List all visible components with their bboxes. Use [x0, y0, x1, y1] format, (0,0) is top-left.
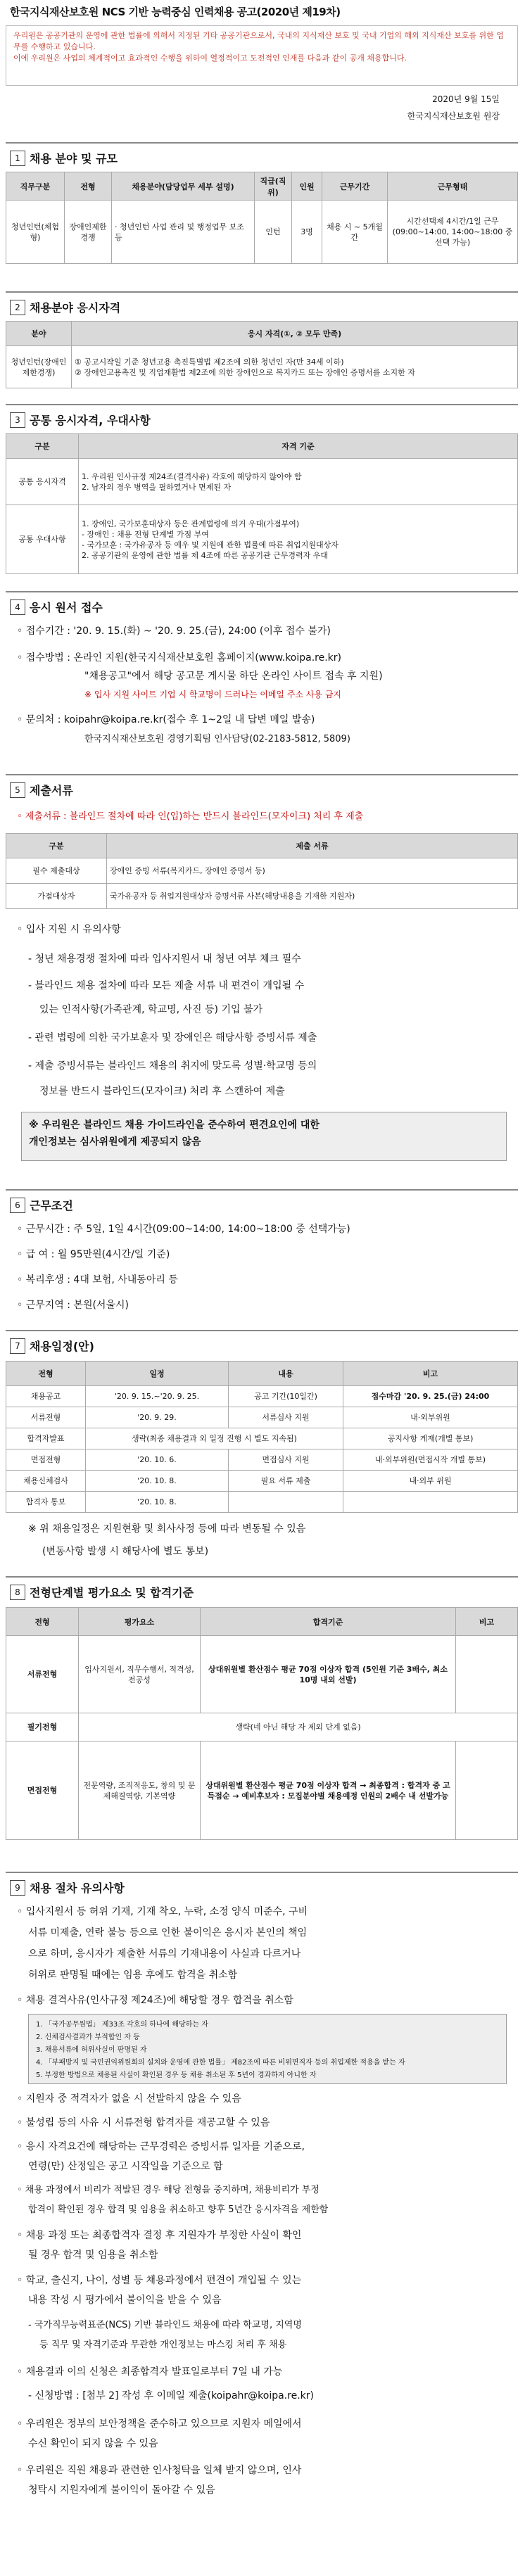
intro-box — [6, 25, 518, 86]
common-qual-table — [6, 433, 518, 574]
col-header: 제출 서류 — [107, 834, 518, 858]
notice-line: ◦ 입사 지원 시 유의사항 — [17, 924, 121, 935]
disqualification-box — [28, 2014, 507, 2084]
section-title: 응시 원서 접수 — [30, 601, 103, 614]
table-cell: 가점대상자 — [6, 884, 107, 909]
criteria-table — [6, 1607, 518, 1840]
section-4-header — [6, 591, 518, 614]
caution-line: ◦ 불성립 등의 사유 시 서류전형 합격자를 재공고할 수 있음 — [17, 2117, 270, 2128]
table-cell: 공통 응시자격 — [6, 459, 79, 505]
table-cell: 인턴 — [255, 201, 292, 264]
table-cell: 상대위원별 환산점수 평균 70점 이상자 합격 (5인원 기준 3배수, 최소 10명 내외 선발) — [201, 1636, 456, 1713]
warning-line: 개인정보는 심사위원에게 제공되지 않음 — [29, 1136, 201, 1148]
table-cell: 합격자발표 — [6, 1428, 86, 1449]
col-header: 평가요소 — [79, 1608, 201, 1636]
qual-line: 1. 우리원 인사규정 제24조(결격사유) 각호에 해당하지 않아야 함 — [82, 471, 302, 481]
section-number: 4 — [10, 599, 25, 615]
table-cell: 공고 기간(10일간) — [229, 1386, 343, 1407]
table-cell: 국가유공자 등 취업지원대상자 증명서류 사본(해당내용을 기재한 지원자) — [107, 884, 518, 909]
col-header: 일정 — [86, 1362, 229, 1386]
table-cell: 서류심사 지원 — [229, 1407, 343, 1428]
col-header: 분야 — [6, 322, 72, 346]
col-header: 전형 — [6, 1608, 79, 1636]
section-number: 7 — [10, 1338, 25, 1354]
table-cell: 필수 제출대상 — [6, 858, 107, 884]
caution-line: 허위로 판명될 때에는 임용 후에도 합격을 취소함 — [28, 1969, 238, 1981]
table-cell: 합격자 통보 — [6, 1492, 86, 1513]
disq-item: 3. 채용서류에 허위사실이 판명된 자 — [36, 2046, 147, 2054]
blind-warning — [21, 1112, 507, 1161]
table-cell: 면접전형 — [6, 1741, 79, 1840]
page-title: 한국지식재산보호원 NCS 기반 능력중심 인력채용 공고(2020년 제19차) — [10, 6, 341, 18]
eligibility-line: ② 장애인고용촉진 및 직업재활법 제2조에 의한 장애인으로 복지카드 또는 장애인 증명서를 소지한 자 — [75, 367, 415, 377]
col-header: 인원 — [292, 172, 322, 201]
table-cell: 청년인턴(장애인제한경쟁) — [6, 346, 72, 388]
table-cell: '20. 10. 8. — [86, 1492, 229, 1513]
caution-line: ◦ 우리원은 정부의 보안정책을 준수하고 있으므로 지원자 메일에서 — [17, 2418, 302, 2430]
warning-line: ※ 우리원은 블라인드 채용 가이드라인을 준수하여 편견요인에 대한 — [29, 1119, 320, 1131]
qual-line: - 장애인 : 채용 전형 단계별 가점 부여 — [82, 529, 209, 539]
caution-line: ◦ 채용결과 이의 신청은 최종합격자 발표일로부터 7일 내 가능 — [17, 2366, 283, 2378]
caution-line: ◦ 채용 과정에서 비리가 적발된 경우 해당 전형을 중지하며, 채용비리가 부정 — [17, 2185, 320, 2195]
table-cell: 상대위원별 환산점수 평균 70점 이상자 합격 → 최종합격 : 합격자 중 고득점순 → 예비후보자 : 모집분야별 채용예정 인원의 2배수 내 선발가능 — [201, 1741, 456, 1840]
caution-line: 으로 하며, 응시자가 제출한 서류의 기재내용이 사실과 다르거나 — [28, 1948, 301, 1960]
table-cell — [79, 505, 518, 574]
table-cell: 입사지원서, 직무수행서, 적격성, 전공성 — [79, 1636, 201, 1713]
documents-table — [6, 833, 518, 909]
section-number: 8 — [10, 1585, 25, 1600]
contact-phone: 한국지식재산보호원 경영기획팀 인사담당(02-2183-5812, 5809) — [84, 734, 350, 744]
caution-line: 연령(만) 산정일은 공고 시작일을 기준으로 함 — [28, 2161, 223, 2172]
disq-item: 1. 「국가공무원법」 제33조 각호의 하나에 해당하는 자 — [36, 2021, 208, 2029]
section-number: 9 — [10, 1880, 25, 1896]
benefits: ◦ 복리후생 : 4대 보험, 사내동아리 등 — [17, 1274, 178, 1286]
table-cell: 생략(최종 채용결과 외 일정 진행 시 별도 지속됨) — [86, 1428, 343, 1449]
work-location: ◦ 근무지역 : 본원(서울시) — [17, 1300, 129, 1311]
disq-item: 5. 부정한 방법으로 채용된 사실이 확인된 경우 등 채용 취소된 후 5년이 경과하지 아니한 자 — [36, 2071, 317, 2079]
caution-line: ◦ 채용 결격사유(인사규정 제24조)에 해당할 경우 합격을 취소함 — [17, 1995, 293, 2006]
table-cell: 서류전형 — [6, 1636, 79, 1713]
col-header: 근무기간 — [322, 172, 388, 201]
section-number: 5 — [10, 782, 25, 798]
qual-line: 1. 장애인, 국가보훈대상자 등은 관계법령에 의거 우대(가점부여) — [82, 519, 300, 528]
section-title: 채용일정(안) — [30, 1340, 94, 1353]
notice-line: 있는 인적사항(가족관계, 학교명, 사진 등) 기입 불가 — [39, 1004, 263, 1015]
contact-email[interactable]: ◦ 문의처 : koipahr@koipa.re.kr(접수 후 1~2일 내 답변 메일 발송) — [17, 714, 315, 725]
table-cell: 내·외부 위원 — [343, 1471, 518, 1492]
table-cell: 필요 서류 제출 — [229, 1471, 343, 1492]
table-cell: 내·외부위원(면접시작 개별 통보) — [343, 1449, 518, 1471]
col-header: 채용분야(담당업무 세부 설명) — [112, 172, 255, 201]
col-header: 비고 — [456, 1608, 518, 1636]
caution-line: ◦ 채용 과정 또는 최종합격자 결정 후 지원자가 부정한 사실이 확인 — [17, 2230, 302, 2241]
col-header: 내용 — [229, 1362, 343, 1386]
apply-warning: ※ 입사 지원 사이트 기업 시 학교명이 드러나는 이메일 주소 사용 금지 — [84, 690, 342, 699]
notice-line: - 블라인드 채용 절차에 따라 모든 제출 서류 내 편견이 개입될 수 — [28, 980, 305, 991]
table-cell — [72, 346, 518, 388]
table-cell — [456, 1636, 518, 1713]
table-cell: 청년인턴(체험형) — [6, 201, 65, 264]
table-cell: 채용신체검사 — [6, 1471, 86, 1492]
caution-line: ◦ 응시 자격요건에 해당하는 근무경력은 증빙서류 일자를 기준으로, — [17, 2141, 305, 2152]
table-cell: 내·외부위원 — [343, 1407, 518, 1428]
schedule-table — [6, 1361, 518, 1513]
table-cell — [456, 1741, 518, 1840]
caution-line: - 국가직무능력표준(NCS) 기반 블라인드 채용에 따라 학교명, 지역명 — [28, 2320, 302, 2330]
apply-method-detail: "채용공고"에서 해당 공고문 게시물 하단 온라인 사이트 접속 후 지원) — [84, 671, 383, 682]
table-cell: 채용 시 ~ 5개월 간 — [322, 201, 388, 264]
disq-item: 2. 신체검사결과가 부적합인 자 등 — [36, 2033, 140, 2041]
table-cell — [79, 459, 518, 505]
table-cell: 필기전형 — [6, 1713, 79, 1741]
caution-line: ◦ 지원자 중 적격자가 없을 시 선발하지 않을 수 있음 — [17, 2093, 241, 2105]
notice-line: 정보를 반드시 블라인드(모자이크) 처리 후 스캔하여 제출 — [39, 1086, 285, 1097]
col-header: 전형 — [6, 1362, 86, 1386]
recruit-table — [6, 172, 518, 264]
table-cell: 면접심사 지원 — [229, 1449, 343, 1471]
table-cell: 면접전형 — [6, 1449, 86, 1471]
caution-line: ◦ 우리원은 직원 채용과 관련한 인사청탁을 일체 받지 않으며, 인사 — [17, 2465, 302, 2476]
appeal-method: - 신청방법 : [첨부 2] 작성 후 이메일 제출(koipahr@koipa.re.kr) — [28, 2390, 314, 2401]
table-cell: 전문역량, 조직적응도, 창의 및 문제해결역량, 기본역량 — [79, 1741, 201, 1840]
col-header: 자격 기준 — [79, 434, 518, 459]
col-header: 구분 — [6, 834, 107, 858]
col-header: 구분 — [6, 434, 79, 459]
table-cell: 공통 우대사항 — [6, 505, 79, 574]
table-cell: '20. 10. 6. — [86, 1449, 229, 1471]
table-cell: 서류전형 — [6, 1407, 86, 1428]
qual-line: 2. 공공기관의 운영에 관한 법률 제 4조에 따른 공공기관 근무경력자 우대 — [82, 550, 328, 560]
section-title: 전형단계별 평가요소 및 합격기준 — [30, 1586, 194, 1599]
table-cell: 장애인제한경쟁 — [65, 201, 112, 264]
col-header: 응시 자격(①, ② 모두 만족) — [72, 322, 518, 346]
docs-lead: ◦ 제출서류 : 블라인드 절차에 따라 인(입)하는 반드시 블라인드(모자이크) 처리 후 제출 — [17, 811, 364, 822]
announce-org: 한국지식재산보호원 원장 — [407, 111, 500, 121]
table-cell: '20. 9. 29. — [86, 1407, 229, 1428]
intro-line: 우리원은 공공기관의 운영에 관한 법률에 의해서 지정된 기타 공공기관으로서, 국내의 지식재산 보호 및 국내 기업의 해외 지식재산 보호를 위한 업무를 수행하고 있습니다. — [13, 31, 504, 51]
section-title: 채용 분야 및 규모 — [30, 152, 118, 165]
section-number: 2 — [10, 300, 25, 315]
caution-line: 서류 미제출, 연락 불능 등으로 인한 불이익은 응시자 본인의 책임 — [28, 1927, 308, 1939]
table-cell: '20. 9. 15.~'20. 9. 25. — [86, 1386, 229, 1407]
notice-line: - 제출 증빙서류는 블라인드 채용의 취지에 맞도록 성별·학교명 등의 — [28, 1060, 317, 1072]
section-2-header — [6, 291, 518, 315]
notice-line: - 청년 채용경쟁 절차에 따라 입사지원서 내 청년 여부 체크 필수 — [28, 953, 301, 965]
notice-line: - 관련 법령에 의한 국가보훈자 및 장애인은 해당사항 증빙서류 제출 — [28, 1032, 317, 1043]
section-title: 근무조건 — [30, 1199, 73, 1212]
section-title: 공통 응시자격, 우대사항 — [30, 414, 151, 427]
table-cell — [343, 1492, 518, 1513]
section-title: 제출서류 — [30, 784, 73, 797]
schedule-note: ※ 위 채용일정은 지원현황 및 회사사정 등에 따라 변동될 수 있음 — [28, 1523, 306, 1535]
col-header: 전형 — [65, 172, 112, 201]
caution-line: 등 직무 및 자격기준과 무관한 개인정보는 마스킹 처리 후 채용 — [39, 2340, 287, 2350]
table-cell: 장애인 증빙 서류(복지카드, 장애인 증명서 등) — [107, 858, 518, 884]
caution-line: 합격이 확인된 경우 합격 및 임용을 취소하고 향후 5년간 응시자격을 제한함 — [28, 2204, 329, 2215]
qual-line: 2. 남자의 경우 병역을 필하였거나 면제된 자 — [82, 482, 232, 492]
work-hours: ◦ 근무시간 : 주 5일, 1일 4시간(09:00~14:00, 14:00~18:00 중 선택가능) — [17, 1224, 350, 1235]
section-3-header — [6, 404, 518, 427]
col-header: 근무형태 — [388, 172, 518, 201]
section-7-header — [6, 1330, 518, 1353]
caution-line: 청탁시 지원자에게 불이익이 돌아갈 수 있음 — [28, 2485, 215, 2496]
salary: ◦ 급 여 : 월 95만원(4시간/일 기준) — [17, 1249, 170, 1260]
section-number: 6 — [10, 1198, 25, 1213]
table-cell: · 청년인턴 사업 관리 및 행정업무 보조 등 — [112, 201, 255, 264]
section-5-header — [6, 774, 518, 797]
section-8-header — [6, 1576, 518, 1599]
table-cell: 접수마감 '20. 9. 25.(금) 24:00 — [343, 1386, 518, 1407]
caution-line: 될 경우 합격 및 임용을 취소함 — [28, 2250, 158, 2261]
section-title: 채용분야 응시자격 — [30, 301, 121, 315]
section-number: 3 — [10, 412, 25, 428]
caution-line: ◦ 학교, 출신지, 나이, 성별 등 채용과정에서 편견이 개입될 수 있는 — [17, 2275, 302, 2286]
eligibility-table — [6, 321, 518, 388]
col-header: 직급(직위) — [255, 172, 292, 201]
col-header: 합격기준 — [201, 1608, 456, 1636]
table-cell: 생략(네 아닌 해당 자 제외 단계 없음) — [79, 1713, 518, 1741]
section-6-header — [6, 1189, 518, 1212]
caution-line: ◦ 입사지원서 등 허위 기재, 기재 착오, 누락, 소정 양식 미준수, 구비 — [17, 1906, 308, 1917]
apply-period: ◦ 접수기간 : '20. 9. 15.(화) ~ '20. 9. 25.(금), 24:00 (이후 접수 불가) — [17, 626, 331, 637]
intro-line: 이에 우리원은 사업의 체계적이고 효과적인 수행을 위하여 열정적이고 도전적인 인재를 다음과 같이 공개 채용합니다. — [13, 53, 407, 63]
eligibility-line: ① 공고시작일 기준 청년고용 촉진특별법 제2조에 의한 청년인 자(만 34세 이하) — [75, 357, 344, 367]
caution-line: 수신 확인이 되지 않을 수 있음 — [28, 2438, 158, 2449]
table-cell — [229, 1492, 343, 1513]
section-title: 채용 절차 유의사항 — [30, 1882, 125, 1895]
section-9-header — [6, 1872, 518, 1895]
col-header: 비고 — [343, 1362, 518, 1386]
col-header: 직무구분 — [6, 172, 65, 201]
section-1-header — [6, 142, 518, 165]
caution-line: 내용 작성 시 평가에서 불이익을 받을 수 있음 — [28, 2295, 222, 2306]
disq-item: 4. 「부패방지 및 국민권익위원회의 설치와 운영에 관한 법률」 제82조에 따른 비위면직자 등의 취업제한 적용을 받는 자 — [36, 2059, 405, 2067]
apply-method: ◦ 접수방법 : 온라인 지원(한국지식재산보호원 홈페이지(www.koipa.re.kr) — [17, 652, 342, 664]
announce-date: 2020년 9월 15일 — [432, 94, 500, 104]
table-cell: 시간선택제 4시간/1일 근무(09:00~14:00, 14:00~18:00 중 선택 가능) — [388, 201, 518, 264]
section-number: 1 — [10, 151, 25, 166]
table-cell: '20. 10. 8. — [86, 1471, 229, 1492]
table-cell: 공지사항 게재(개별 통보) — [343, 1428, 518, 1449]
table-cell: 3명 — [292, 201, 322, 264]
qual-line: - 국가보훈 : 국가유공자 등 예우 및 지원에 관한 법률에 따른 취업지원대상자 — [82, 540, 339, 550]
schedule-note: (변동사항 발생 시 해당사에 별도 통보) — [42, 1546, 209, 1557]
table-cell: 채용공고 — [6, 1386, 86, 1407]
